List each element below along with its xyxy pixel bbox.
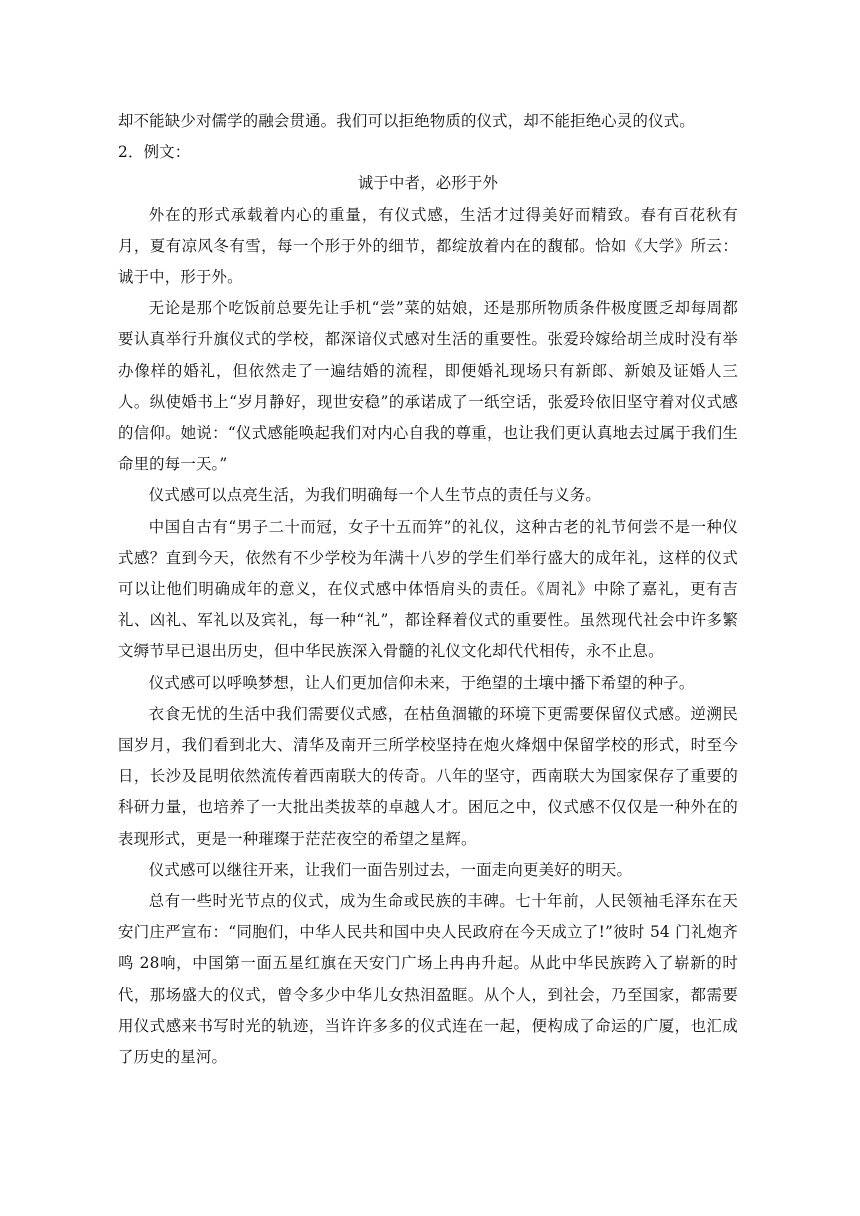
- essay-paragraph-7: 仪式感可以继往开来，让我们一面告别过去，一面走向更美好的明天。: [148, 860, 633, 879]
- essay-title: 诚于中者，必形于外: [357, 174, 499, 193]
- essay-paragraph-3: 仪式感可以点亮生活，为我们明确每一个人生节点的责任与义务。: [148, 486, 601, 505]
- continued-paragraph: 却不能缺少对儒学的融会贯通。我们可以拒绝物质的仪式，却不能拒绝心灵的仪式。: [118, 112, 695, 130]
- essay-paragraph-1: 外在的形式承载着内心的重量，有仪式感，生活才过得美好而精致。春有百花秋有月，夏有凉风冬有雪，每一个形于外的细节，都绽放着内在的馥郁。恰如《大学》所云：诚于中，形于外。: [118, 205, 738, 287]
- essay-paragraph-4: 中国自古有“男子二十而冠，女子十五而笄”的礼仪，这种古老的礼节何尝不是一种仪式感？直到今天，依然有不少学校为年满十八岁的学生们举行盛大的成年礼，这样的仪式可以让他们明确成年的意义，在仪式感中体悟肩头的责任。《周礼》中除了嘉礼，更有吉礼、凶礼、军礼以及宾礼，每一种“礼”，都诠释着仪式的重要性。虽然现代社会中许多繁文缛节早已退出历史，但中华民族深入骨髓的礼仪文化却代代相传，永不止息。: [118, 517, 738, 661]
- essay-paragraph-5: 仪式感可以呼唤梦想，让人们更加信仰未来，于绝望的土壤中播下希望的种子。: [148, 673, 695, 692]
- essay-paragraph-6: 衣食无忧的生活中我们需要仪式感，在枯鱼涸辙的环境下更需要保留仪式感。逆溯民国岁月，我们看到北大、清华及南开三所学校坚持在炮火烽烟中保留学校的形式，时至今日，长沙及昆明依然流传着西南联大的传奇。八年的坚守，西南联大为国家保存了重要的科研力量，也培养了一大批出类拔萃的卓越人才。困厄之中，仪式感不仅仅是一种外在的表现形式，更是一种璀璨于茫茫夜空的希望之星辉。: [118, 704, 738, 848]
- essay-paragraph-8: 总有一些时光节点的仪式，成为生命或民族的丰碑。七十年前，人民领袖毛泽东在天安门庄严宣布：“同胞们，中华人民共和国中央人民政府在今天成立了!”彼时 54 门礼炮齐鸣 28响，中国第一面五星红旗在天安门广场上冉冉升起。从此中华民族跨入了崭新的时代，那场盛大的仪式，曾令多少中华儿女热泪盈眶。从个人，到社会，乃至国家，都需要用仪式感来书写时光的轨迹，当许许多多的仪式连在一起，便构成了命运的广厦，也汇成了历史的星河。: [118, 892, 738, 1067]
- example-label: 2．例文：: [118, 143, 191, 162]
- essay-paragraph-2: 无论是那个吃饭前总要先让手机“尝”菜的姑娘，还是那所物质条件极度匮乏却每周都要认真举行升旗仪式的学校，都深谙仪式感对生活的重要性。张爱玲嫁给胡兰成时没有举办像样的婚礼，但依然走了一遍结婚的流程，即便婚礼现场只有新郎、新娘及证婚人三人。纵使婚书上“岁月静好，现世安稳”的承诺成了一纸空话，张爱玲依旧坚守着对仪式感的信仰。她说：“仪式感能唤起我们对内心自我的尊重，也让我们更认真地去过属于我们生命里的每一天。”: [118, 299, 738, 474]
